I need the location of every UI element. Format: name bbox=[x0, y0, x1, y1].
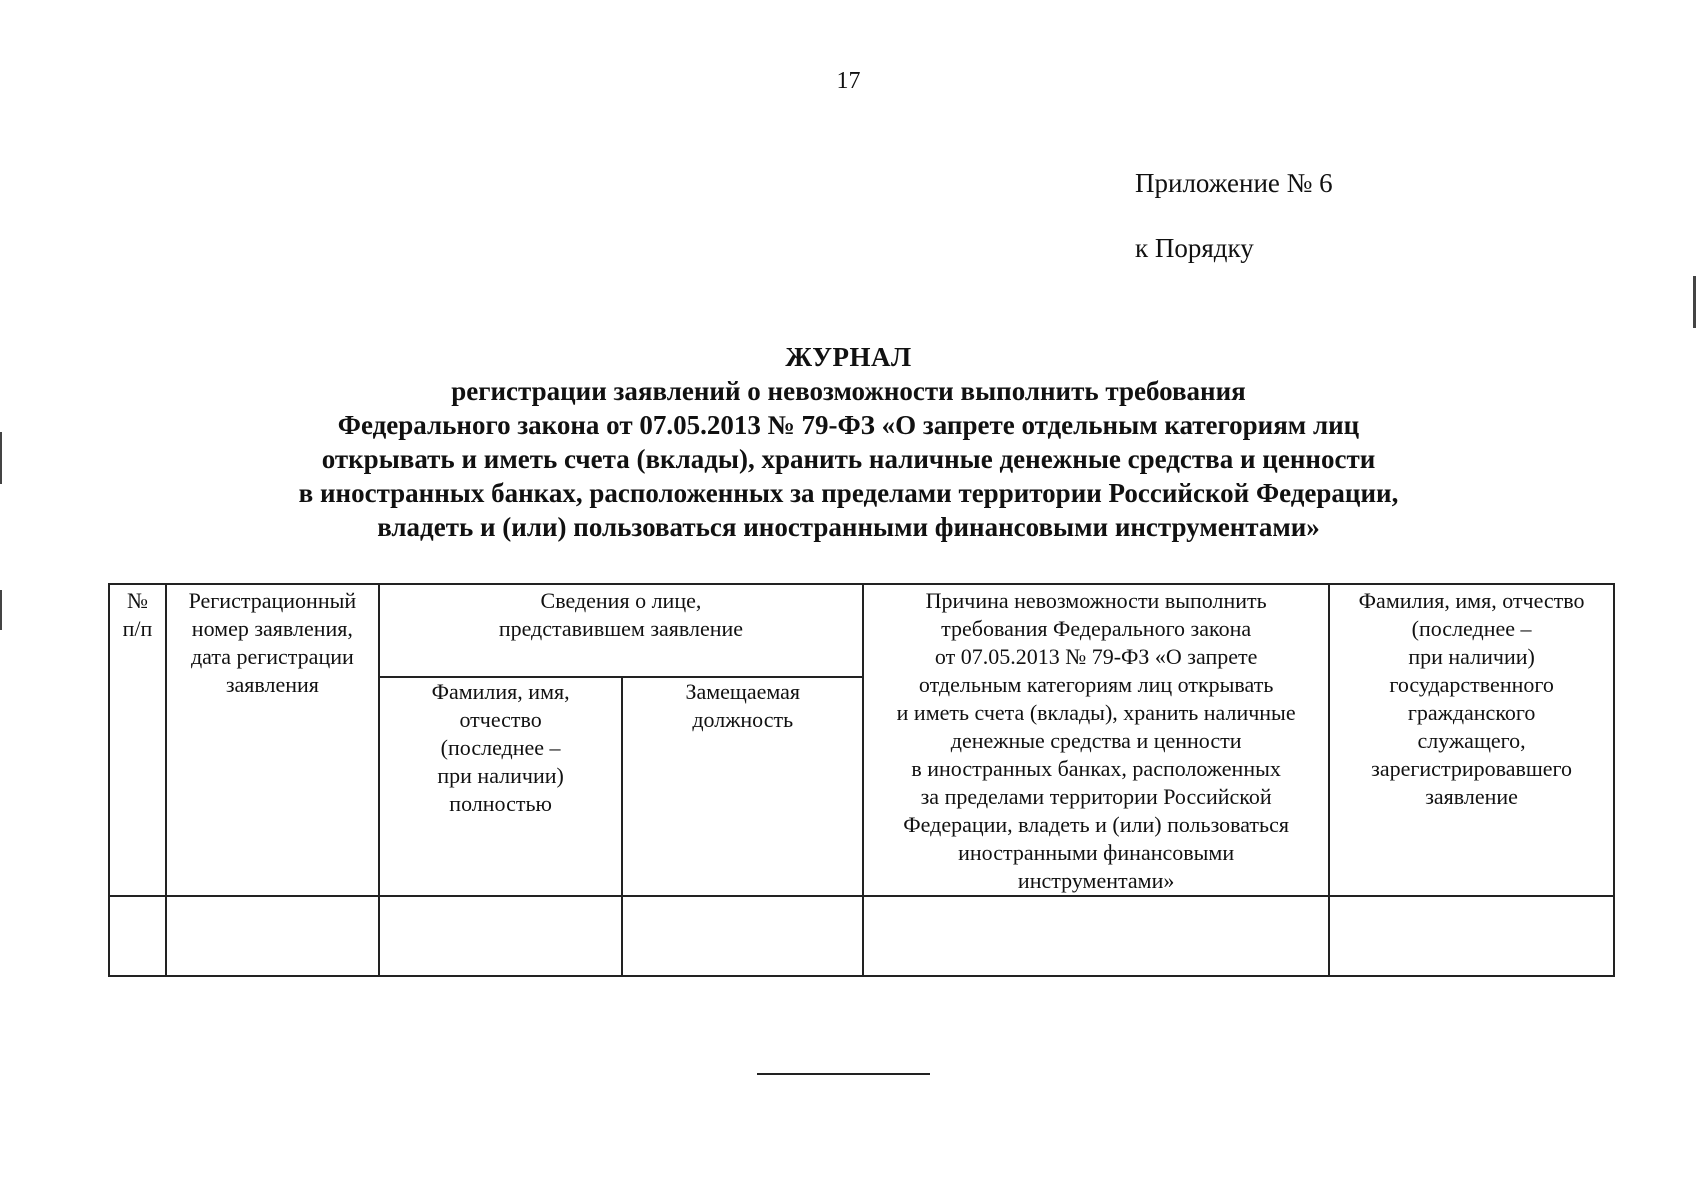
appendix-number: Приложение № 6 bbox=[1135, 168, 1333, 198]
title-line: открывать и иметь счета (вклады), хранить наличные денежные средства и ценности bbox=[321, 444, 1376, 474]
header-person-info: Сведения о лице, представившем заявление bbox=[379, 584, 863, 677]
scan-mark bbox=[1693, 276, 1696, 328]
table-row bbox=[109, 896, 1614, 976]
header-number: № п/п bbox=[109, 584, 166, 896]
appendix-reference bbox=[1135, 170, 1333, 262]
cell-registration bbox=[166, 896, 379, 976]
page-number: 17 bbox=[836, 68, 861, 94]
scan-mark bbox=[0, 590, 2, 630]
cell-person-position bbox=[622, 896, 863, 976]
header-person-position: Замещаемая должность bbox=[622, 677, 863, 896]
cell-number bbox=[109, 896, 166, 976]
appendix-order: к Порядку bbox=[1135, 233, 1254, 263]
cell-registrar bbox=[1329, 896, 1614, 976]
title-line: владеть и (или) пользоваться иностранными финансовыми инструментами» bbox=[377, 512, 1320, 542]
title-line: регистрации заявлений о невозможности выполнить требования bbox=[451, 376, 1246, 406]
scan-mark bbox=[0, 432, 2, 484]
closing-rule bbox=[757, 1073, 930, 1075]
title-main: ЖУРНАЛ bbox=[785, 342, 912, 372]
title-line: Федерального закона от 07.05.2013 № 79-ФЗ «О запрете отдельным категориям лиц bbox=[337, 410, 1360, 440]
cell-person-name bbox=[379, 896, 623, 976]
title-line: в иностранных банках, расположенных за пределами территории Российской Федерации, bbox=[298, 478, 1399, 508]
cell-reason bbox=[863, 896, 1329, 976]
header-person-name: Фамилия, имя, отчество (последнее – при наличии) полностью bbox=[379, 677, 623, 896]
table-header-row bbox=[109, 584, 1614, 677]
journal-table bbox=[108, 583, 1615, 977]
document-title bbox=[0, 340, 1697, 544]
header-registrar: Фамилия, имя, отчество (последнее – при наличии) государственного гражданского служащего, зарегистрировавшего заявление bbox=[1329, 584, 1614, 896]
header-reason: Причина невозможности выполнить требования Федерального закона от 07.05.2013 № 79-ФЗ «О запрете отдельным категориям лиц открывать и иметь счета (вклады), хранить наличные денежные средства и ценности в иностранных банках, расположенных за пределами территории Российской Федерации, владеть и (или) пользоваться иностранными финансовыми инструментами» bbox=[863, 584, 1329, 896]
header-registration: Регистрационный номер заявления, дата регистрации заявления bbox=[166, 584, 379, 896]
